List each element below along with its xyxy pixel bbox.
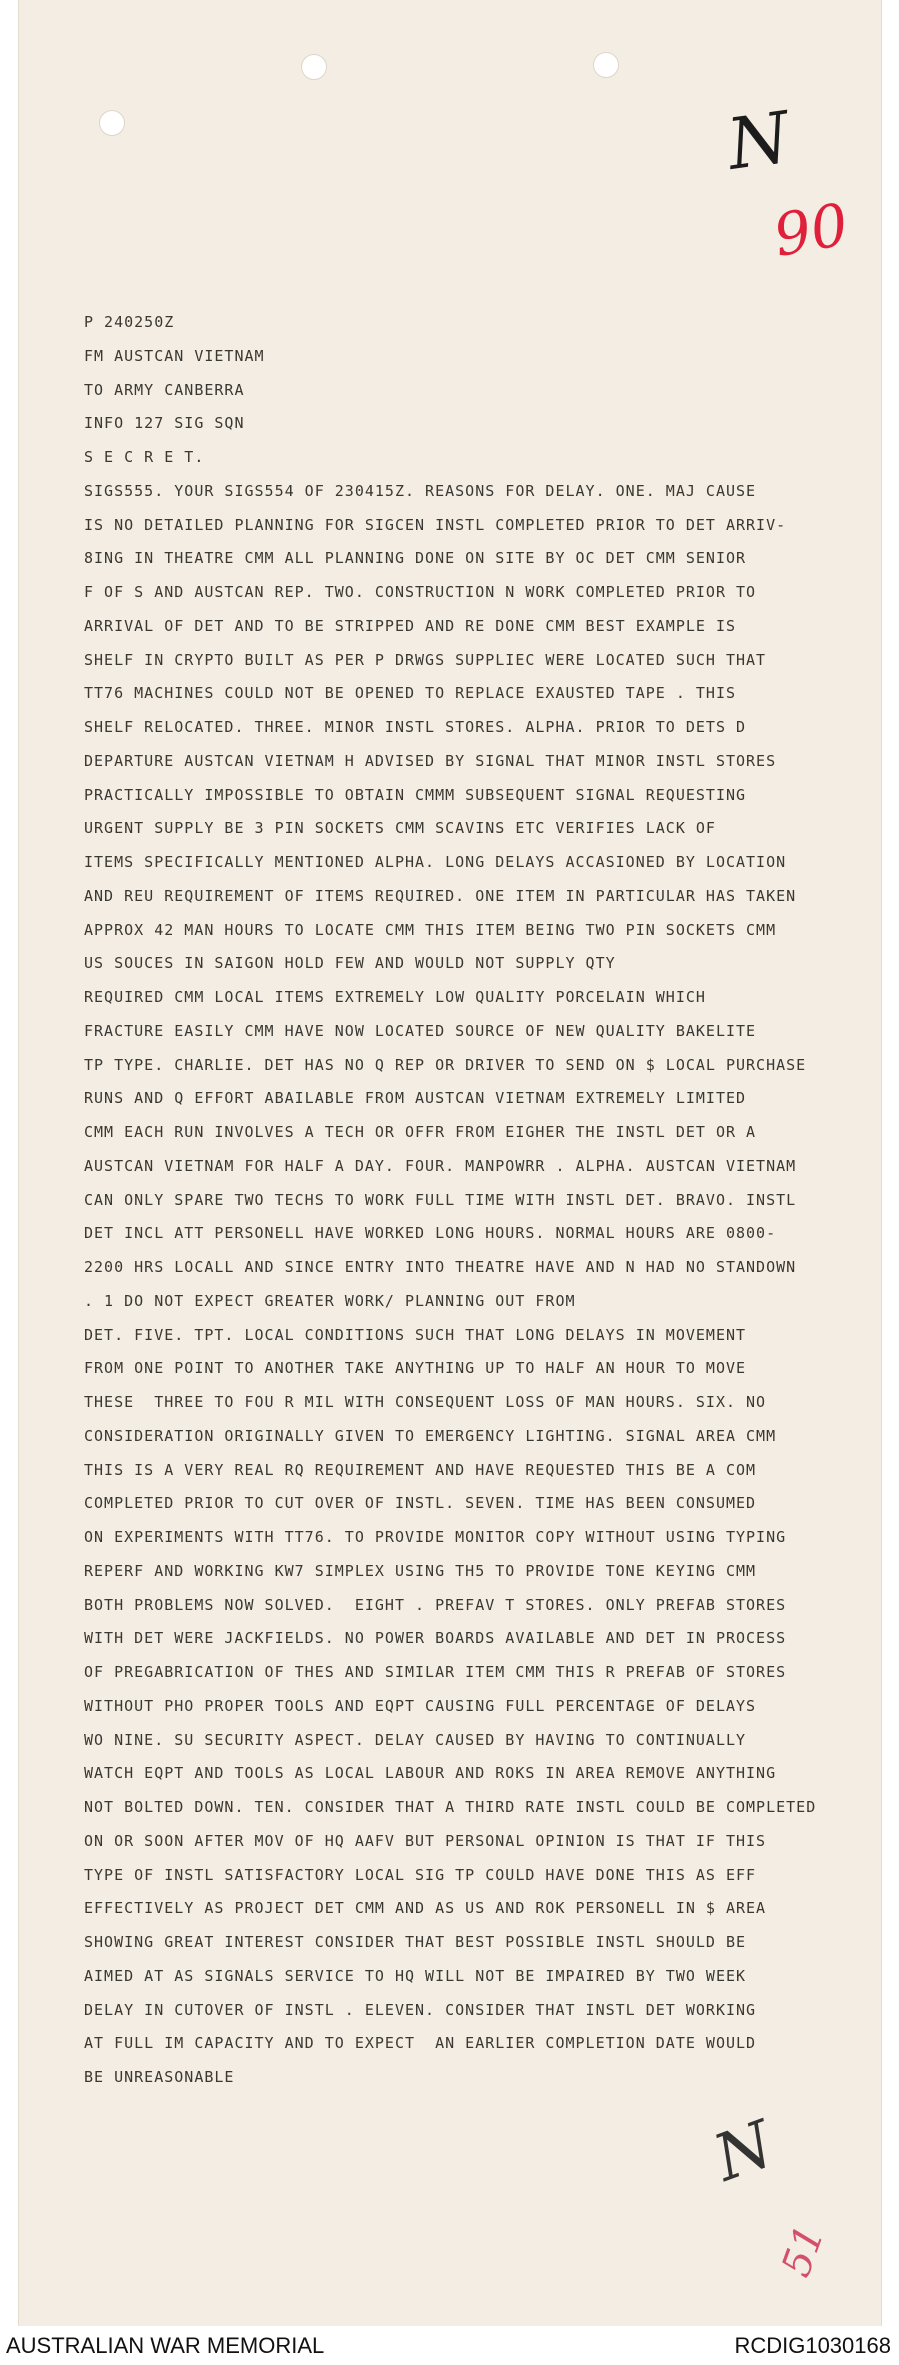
punch-hole [593, 52, 619, 78]
text-line: APPROX 42 MAN HOURS TO LOCATE CMM THIS ITEM BEING TWO PIN SOCKETS CMM [84, 920, 777, 939]
text-line: TP TYPE. CHARLIE. DET HAS NO Q REP OR DRIVER TO SEND ON $ LOCAL PURCHASE [84, 1055, 807, 1074]
text-line: FRACTURE EASILY CMM HAVE NOW LOCATED SOURCE OF NEW QUALITY BAKELITE [84, 1021, 757, 1040]
text-line: WATCH EQPT AND TOOLS AS LOCAL LABOUR AND ROKS IN AREA REMOVE ANYTHING [84, 1764, 777, 1783]
text-line: SHELF IN CRYPTO BUILT AS PER P DRWGS SUPPLIEC WERE LOCATED SUCH THAT [84, 650, 767, 669]
text-line: RUNS AND Q EFFORT ABAILABLE FROM AUSTCAN VIETNAM EXTREMELY LIMITED [84, 1089, 747, 1108]
text-line: SHELF RELOCATED. THREE. MINOR INSTL STORES. ALPHA. PRIOR TO DETS D [84, 718, 747, 736]
handwritten-mark-bottom: N [705, 2107, 783, 2197]
text-line: ARRIVAL OF DET AND TO BE STRIPPED AND RE DONE CMM BEST EXAMPLE IS [84, 616, 736, 635]
text-line: 8ING IN THEATRE CMM ALL PLANNING DONE ON SITE BY OC DET CMM SENIOR [84, 549, 747, 568]
handwritten-page-number: 51 [773, 2219, 834, 2283]
text-line: FM AUSTCAN VIETNAM [84, 346, 265, 365]
text-line: S E C R E T. [84, 448, 205, 466]
text-line: ITEMS SPECIFICALLY MENTIONED ALPHA. LONG DELAYS ACCASIONED BY LOCATION [84, 853, 787, 871]
text-line: BOTH PROBLEMS NOW SOLVED. EIGHT . PREFAV T STORES. ONLY PREFAB STORES [84, 1595, 787, 1614]
text-line: CONSIDERATION ORIGINALLY GIVEN TO EMERGENCY LIGHTING. SIGNAL AREA CMM [84, 1426, 777, 1445]
text-line: AT FULL IM CAPACITY AND TO EXPECT AN EARLIER COMPLETION DATE WOULD [84, 2034, 757, 2053]
text-line: DELAY IN CUTOVER OF INSTL . ELEVEN. CONSIDER THAT INSTL DET WORKING [84, 2000, 757, 2019]
text-line: THIS IS A VERY REAL RQ REQUIREMENT AND HAVE REQUESTED THIS BE A COM [84, 1460, 757, 1479]
punch-hole [99, 110, 125, 136]
text-line: TT76 MACHINES COULD NOT BE OPENED TO REPLACE EXAUSTED TAPE . THIS [84, 684, 736, 703]
text-line: SHOWING GREAT INTEREST CONSIDER THAT BEST POSSIBLE INSTL SHOULD BE [84, 1933, 747, 1951]
text-line: DEPARTURE AUSTCAN VIETNAM H ADVISED BY SIGNAL THAT MINOR INSTL STORES [84, 751, 777, 770]
text-line: OF PREGABRICATION OF THES AND SIMILAR ITEM CMM THIS R PREFAB OF STORES [84, 1663, 787, 1681]
text-line: DET INCL ATT PERSONELL HAVE WORKED LONG HOURS. NORMAL HOURS ARE 0800- [84, 1224, 777, 1243]
text-line: REPERF AND WORKING KW7 SIMPLEX USING TH5 TO PROVIDE TONE KEYING CMM [84, 1561, 757, 1580]
text-line: CAN ONLY SPARE TWO TECHS TO WORK FULL TIME WITH INSTL DET. BRAVO. INSTL [84, 1190, 797, 1209]
text-line: TYPE OF INSTL SATISFACTORY LOCAL SIG TP COULD HAVE DONE THIS AS EFF [84, 1865, 757, 1884]
text-line: . 1 DO NOT EXPECT GREATER WORK/ PLANNING OUT FROM [84, 1291, 576, 1310]
archive-name: AUSTRALIAN WAR MEMORIAL [6, 2333, 325, 2358]
text-line: IS NO DETAILED PLANNING FOR SIGCEN INSTL COMPLETED PRIOR TO DET ARRIV- [84, 515, 787, 534]
text-line: FROM ONE POINT TO ANOTHER TAKE ANYTHING UP TO HALF AN HOUR TO MOVE [84, 1359, 747, 1378]
text-line: ON EXPERIMENTS WITH TT76. TO PROVIDE MONITOR COPY WITHOUT USING TYPING [84, 1528, 787, 1546]
text-line: ON OR SOON AFTER MOV OF HQ AAFV BUT PERSONAL OPINION IS THAT IF THIS [84, 1831, 767, 1850]
text-line: NOT BOLTED DOWN. TEN. CONSIDER THAT A THIRD RATE INSTL COULD BE COMPLETED [84, 1798, 817, 1816]
text-line: WITH DET WERE JACKFIELDS. NO POWER BOARDS AVAILABLE AND DET IN PROCESS [84, 1629, 787, 1648]
punch-hole [301, 54, 327, 80]
text-line: AUSTCAN VIETNAM FOR HALF A DAY. FOUR. MANPOWRR . ALPHA. AUSTCAN VIETNAM [84, 1156, 797, 1175]
text-line: EFFECTIVELY AS PROJECT DET CMM AND AS US AND ROK PERSONELL IN $ AREA [84, 1899, 767, 1918]
text-line: REQUIRED CMM LOCAL ITEMS EXTREMELY LOW QUALITY PORCELAIN WHICH [84, 988, 706, 1006]
text-line: THESE THREE TO FOU R MIL WITH CONSEQUENT LOSS OF MAN HOURS. SIX. NO [84, 1393, 767, 1411]
text-line: AND REU REQUIREMENT OF ITEMS REQUIRED. ONE ITEM IN PARTICULAR HAS TAKEN [84, 886, 797, 905]
text-line: TO ARMY CANBERRA [84, 380, 245, 399]
text-line: AIMED AT AS SIGNALS SERVICE TO HQ WILL NOT BE IMPAIRED BY TWO WEEK [84, 1966, 747, 1985]
text-line: F OF S AND AUSTCAN REP. TWO. CONSTRUCTION N WORK COMPLETED PRIOR TO [84, 583, 757, 601]
text-line: BE UNREASONABLE [84, 2068, 235, 2086]
text-line: SIGS555. YOUR SIGS554 OF 230415Z. REASONS FOR DELAY. ONE. MAJ CAUSE [84, 481, 757, 500]
text-line: COMPLETED PRIOR TO CUT OVER OF INSTL. SEVEN. TIME HAS BEEN CONSUMED [84, 1494, 757, 1513]
text-line: P 240250Z [84, 313, 175, 331]
handwritten-mark-top: N [722, 96, 795, 186]
text-line: US SOUCES IN SAIGON HOLD FEW AND WOULD NOT SUPPLY QTY [84, 954, 616, 973]
text-line: PRACTICALLY IMPOSSIBLE TO OBTAIN CMMM SUBSEQUENT SIGNAL REQUESTING [84, 785, 747, 804]
text-line: INFO 127 SIG SQN [84, 414, 245, 433]
archive-footer [0, 2328, 899, 2365]
telegram-body [84, 306, 844, 2095]
archive-reference: RCDIG1030168 [734, 2333, 891, 2358]
text-line: 2200 HRS LOCALL AND SINCE ENTRY INTO THEATRE HAVE AND N HAD NO STANDOWN [84, 1258, 797, 1276]
text-line: DET. FIVE. TPT. LOCAL CONDITIONS SUCH THAT LONG DELAYS IN MOVEMENT [84, 1325, 747, 1344]
text-line: CMM EACH RUN INVOLVES A TECH OR OFFR FROM EIGHER THE INSTL DET OR A [84, 1123, 757, 1141]
text-line: WO NINE. SU SECURITY ASPECT. DELAY CAUSED BY HAVING TO CONTINUALLY [84, 1730, 747, 1749]
handwritten-folio-number: 90 [768, 190, 854, 270]
text-line: WITHOUT PHO PROPER TOOLS AND EQPT CAUSING FULL PERCENTAGE OF DELAYS [84, 1696, 757, 1715]
text-line: URGENT SUPPLY BE 3 PIN SOCKETS CMM SCAVINS ETC VERIFIES LACK OF [84, 819, 716, 838]
